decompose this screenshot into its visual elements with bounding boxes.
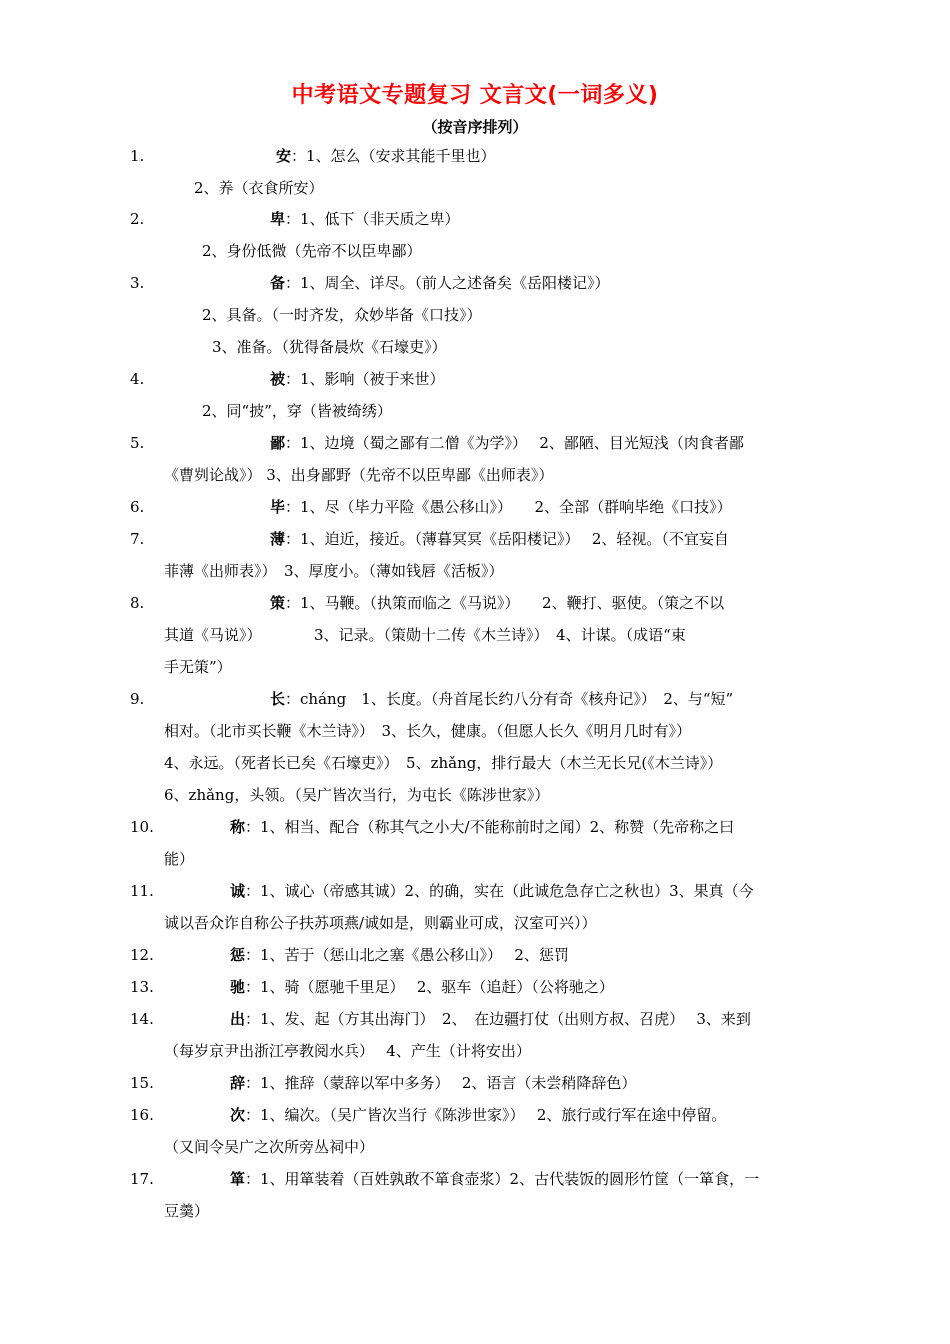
entry-number: 11. <box>130 882 154 900</box>
entry-headword: 次 <box>230 1106 246 1124</box>
entry-continuation-line <box>164 785 549 805</box>
entry-definition-text: ：1、怎么（安求其能千里也） <box>291 147 496 165</box>
entry-headword: 卑 <box>270 210 286 228</box>
entry-number: 14. <box>130 1010 154 1028</box>
entry-headword: 箪 <box>230 1170 246 1188</box>
entry-headword: 辞 <box>230 1074 246 1092</box>
entry-continuation-line <box>212 337 447 357</box>
entry-first-line <box>230 881 754 901</box>
entry-number: 13. <box>130 978 154 996</box>
entry-definition-text: ：1、用箪装着（百姓孰敢不箪食壶浆）2、古代装饭的圆形竹筐（一箪食，一 <box>245 1170 760 1188</box>
entry-headword: 惩 <box>230 946 246 964</box>
entry-number: 12. <box>130 946 154 964</box>
entry-continuation-line <box>202 241 422 261</box>
entry-first-line <box>270 593 724 613</box>
entry-headword: 诚 <box>230 882 246 900</box>
entry-first-line <box>230 1169 759 1189</box>
entry-first-line <box>230 977 614 997</box>
entry-number: 1. <box>130 147 145 165</box>
entry-first-line <box>270 433 744 453</box>
entry-definition-text: ：1、边境（蜀之鄙有二僧《为学》） 2、鄙陋、目光短浅（肉食者鄙 <box>285 434 744 452</box>
entry-definition-text: 3、准备。（犹得备晨炊《石壕吏》） <box>212 338 447 356</box>
entry-continuation-line <box>164 465 553 485</box>
entry-definition-text: 豆羹） <box>164 1202 210 1220</box>
entry-definition-text: 手无策”） <box>164 658 232 676</box>
entry-first-line <box>270 369 445 389</box>
entry-definition-text: ：1、迫近，接近。（薄暮冥冥《岳阳楼记》） 2、轻视。（不宜妄自 <box>285 530 729 548</box>
entry-first-line <box>230 817 734 837</box>
entry-continuation-line <box>202 305 482 325</box>
entry-definition-text: ：1、低下（非天质之卑） <box>285 210 460 228</box>
entry-definition-text: ：1、马鞭。（执策而临之《马说》） 2、鞭打、驱使。（策之不以 <box>285 594 725 612</box>
entry-definition-text: ：1、相当、配合（称其气之小大/不能称前时之闻）2、称赞（先帝称之曰 <box>245 818 735 836</box>
page-title: 中考语文专题复习 文言文(一词多义) <box>291 83 659 108</box>
entry-number: 17. <box>130 1170 154 1188</box>
entry-continuation-line <box>202 401 392 421</box>
entry-headword: 长 <box>270 690 286 708</box>
entry-definition-text: 6、zhǎng，头领。（吴广皆次当行，为屯长《陈涉世家》） <box>164 786 550 804</box>
entry-definition-text: 能） <box>164 850 195 868</box>
entry-continuation-line <box>164 1201 209 1221</box>
entry-continuation-line <box>194 178 324 198</box>
entry-first-line <box>276 146 496 166</box>
entry-number: 16. <box>130 1106 154 1124</box>
entry-definition-text: 相对。（北市买长鞭《木兰诗》） 3、长久，健康。（但愿人长久《明月几时有》） <box>164 722 692 740</box>
entry-definition-text: 菲薄《出师表》） 3、厚度小。（薄如钱唇《活板》） <box>164 562 504 580</box>
entry-definition-text: 2、具备。（一时齐发，众妙毕备《口技》） <box>202 306 482 324</box>
entry-first-line <box>270 273 610 293</box>
entry-definition-text: 4、永远。（死者长已矣《石壕吏》） 5、zhǎng，排行最大（木兰无长兄(《木兰诗》） <box>164 754 723 772</box>
entry-continuation-line <box>164 721 691 741</box>
entry-headword: 鄙 <box>270 434 286 452</box>
entry-number: 10. <box>130 818 154 836</box>
entry-number: 6. <box>130 498 145 516</box>
entry-first-line <box>230 1073 636 1093</box>
entry-headword: 安 <box>276 147 292 165</box>
entry-headword: 被 <box>270 370 286 388</box>
entry-number: 4. <box>130 370 145 388</box>
entry-definition-text: ：1、周全、详尽。（前人之述备矣《岳阳楼记》） <box>285 274 610 292</box>
entry-definition-text: ：1、苦于（惩山北之塞《愚公移山》） 2、惩罚 <box>245 946 569 964</box>
entry-headword: 策 <box>270 594 286 612</box>
entry-definition-text: 诚以吾众诈自称公子扶苏项燕/诚如是，则霸业可成，汉室可兴）） <box>164 914 597 932</box>
entry-definition-text: 2、身份低微（先帝不以臣卑鄙） <box>202 242 422 260</box>
entry-definition-text: ：1、影响（被于来世） <box>285 370 445 388</box>
entry-first-line <box>270 689 733 709</box>
entry-first-line <box>270 209 460 229</box>
entry-first-line <box>230 1009 751 1029</box>
entry-continuation-line <box>164 1041 531 1061</box>
entry-first-line <box>270 497 732 517</box>
entry-definition-text: （每岁京尹出浙江亭教阅水兵） 4、产生（计将安出） <box>164 1042 531 1060</box>
entry-definition-text: ：1、推辞（蒙辞以军中多务） 2、语言（未尝稍降辞色） <box>245 1074 637 1092</box>
entry-number: 5. <box>130 434 145 452</box>
entry-headword: 称 <box>230 818 246 836</box>
entry-definition-text: ：1、骑（愿驰千里足） 2、驱车（追赶）（公将驰之） <box>245 978 614 996</box>
entry-number: 3. <box>130 274 145 292</box>
entry-continuation-line <box>164 625 686 645</box>
entry-continuation-line <box>164 657 232 677</box>
entry-continuation-line <box>164 1137 374 1157</box>
entry-definition-text: 其道《马说》） 3、记录。（策勋十二传《木兰诗》） 4、计谋。（成语“束 <box>164 626 686 644</box>
entry-definition-text: ：1、发、起（方其出海门） 2、 在边疆打仗（出则方叔、召虎） 3、来到 <box>245 1010 751 1028</box>
entry-definition-text: 2、养（衣食所安） <box>194 179 324 197</box>
entry-definition-text: ：1、编次。（吴广皆次当行《陈涉世家》） 2、旅行或行军在途中停留。 <box>245 1106 727 1124</box>
entry-first-line <box>270 529 729 549</box>
entry-number: 7. <box>130 530 145 548</box>
entry-continuation-line <box>164 753 722 773</box>
entry-definition-text: 2、同“披”，穿（皆被绮绣） <box>202 402 392 420</box>
entry-definition-text: ：cháng 1、长度。（舟首尾长约八分有奇《核舟记》） 2、与“短” <box>285 690 734 708</box>
entry-headword: 驰 <box>230 978 246 996</box>
entry-headword: 薄 <box>270 530 286 548</box>
entry-continuation-line <box>164 849 194 869</box>
entry-headword: 毕 <box>270 498 286 516</box>
entry-definition-text: ：1、诚心（帝感其诚）2、的确，实在（此诚危急存亡之秋也）3、果真（今 <box>245 882 754 900</box>
entry-definition-text: ：1、尽（毕力平险《愚公移山》） 2、全部（群响毕绝《口技》） <box>285 498 732 516</box>
page-subtitle: （按音序排列） <box>422 118 528 136</box>
entry-number: 2. <box>130 210 145 228</box>
entry-number: 8. <box>130 594 145 612</box>
entry-headword: 备 <box>270 274 286 292</box>
entry-continuation-line <box>164 561 504 581</box>
entry-continuation-line <box>164 913 597 933</box>
entry-definition-text: 《曹刿论战》） 3、出身鄙野（先帝不以臣卑鄙《出师表》） <box>164 466 554 484</box>
entry-first-line <box>230 1105 726 1125</box>
entry-definition-text: （又间令吴广之次所旁丛祠中） <box>164 1138 375 1156</box>
entry-number: 15. <box>130 1074 154 1092</box>
entry-headword: 出 <box>230 1010 246 1028</box>
entry-first-line <box>230 945 569 965</box>
entry-number: 9. <box>130 690 145 708</box>
